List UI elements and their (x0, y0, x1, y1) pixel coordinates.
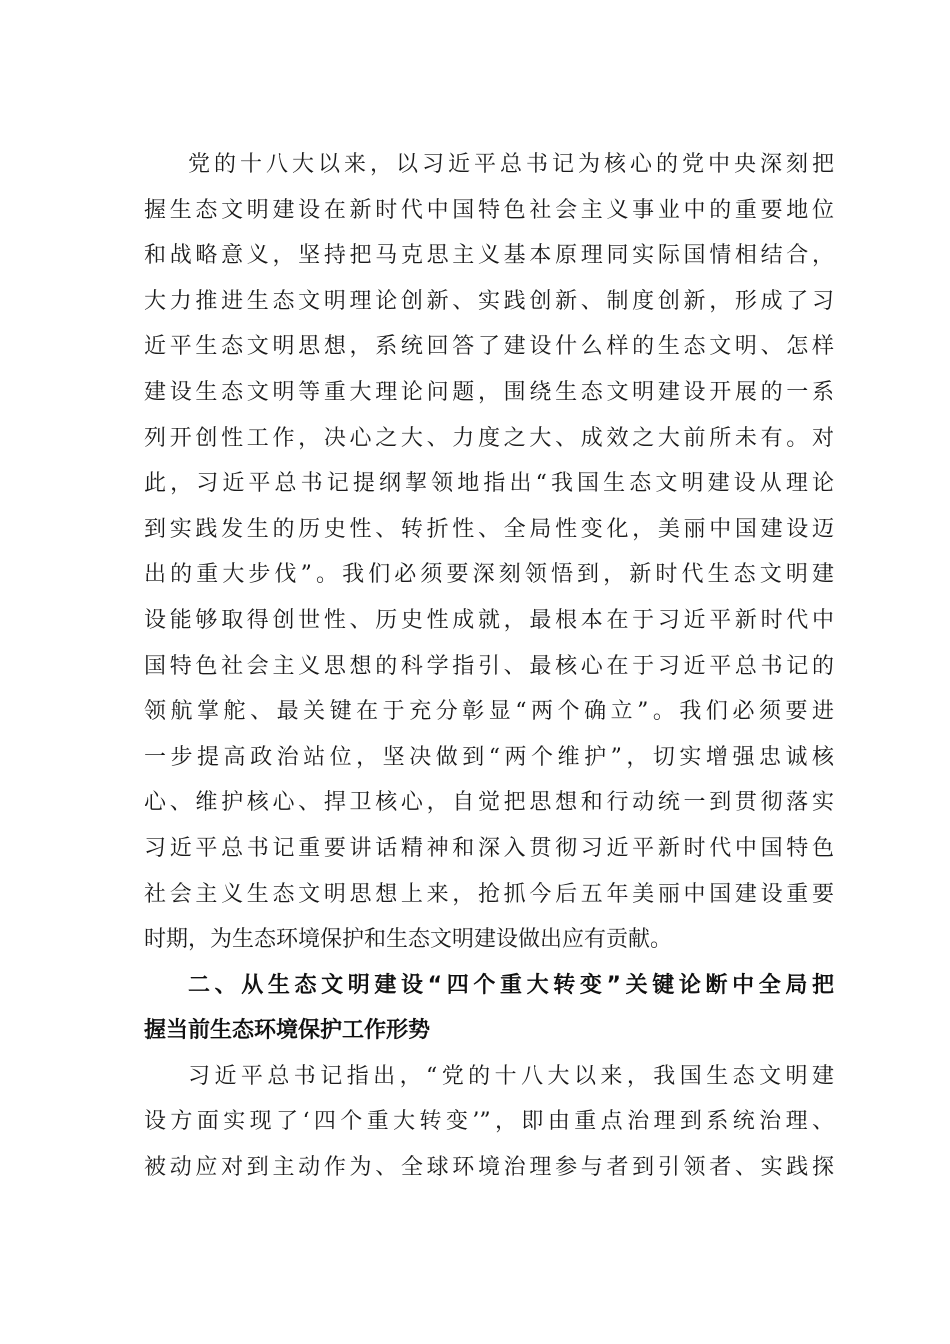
text-line: 建设生态文明等重大理论问题，围绕生态文明建设开展的一系 (144, 379, 834, 405)
text-line: 习近平总书记指出，“党的十八大以来，我国生态文明建 (188, 1063, 834, 1089)
section-heading-2 (144, 963, 834, 1054)
heading-line: 握当前生态环境保护工作形势 (144, 1018, 431, 1044)
text-line: 时期，为生态环境保护和生态文明建设做出应有贡献。 (144, 927, 673, 953)
text-line: 习近平总书记重要讲话精神和深入贯彻习近平新时代中国特色 (144, 835, 834, 861)
text-line: 心、维护核心、捍卫核心，自觉把思想和行动统一到贯彻落实 (144, 790, 834, 816)
text-line: 大力推进生态文明理论创新、实践创新、制度创新，形成了习 (144, 288, 834, 314)
text-line: 列开创性工作，决心之大、力度之大、成效之大前所未有。对 (144, 425, 834, 451)
text-line: 握生态文明建设在新时代中国特色社会主义事业中的重要地位 (144, 197, 834, 223)
text-line: 近平生态文明思想，系统回答了建设什么样的生态文明、怎样 (144, 334, 834, 360)
text-line: 社会主义生态文明思想上来，抢抓今后五年美丽中国建设重要 (144, 881, 834, 907)
text-line: 设方面实现了‘四个重大转变’”，即由重点治理到系统治理、 (144, 1109, 834, 1135)
text-line: 领航掌舵、最关键在于充分彰显“两个确立”。我们必须要进 (144, 699, 834, 725)
text-line: 一步提高政治站位，坚决做到“两个维护”，切实增强忠诚核 (144, 744, 834, 770)
paragraph-four-changes (144, 1054, 834, 1191)
document-body (144, 142, 834, 1191)
text-line: 和战略意义，坚持把马克思主义基本原理同实际国情相结合， (144, 243, 834, 269)
text-line: 设能够取得创世性、历史性成就，最根本在于习近平新时代中 (144, 607, 834, 633)
text-line: 出的重大步伐”。我们必须要深刻领悟到，新时代生态文明建 (144, 562, 834, 588)
paragraph-intro (144, 142, 834, 963)
heading-line: 二、从生态文明建设“四个重大转变”关键论断中全局把 (188, 972, 834, 998)
text-line: 被动应对到主动作为、全球环境治理参与者到引领者、实践探 (144, 1155, 834, 1181)
text-line: 国特色社会主义思想的科学指引、最核心在于习近平总书记的 (144, 653, 834, 679)
text-line: 党的十八大以来，以习近平总书记为核心的党中央深刻把 (188, 152, 834, 177)
text-line: 此，习近平总书记提纲挈领地指出“我国生态文明建设从理论 (144, 471, 834, 497)
text-line: 到实践发生的历史性、转折性、全局性变化，美丽中国建设迈 (144, 516, 834, 542)
